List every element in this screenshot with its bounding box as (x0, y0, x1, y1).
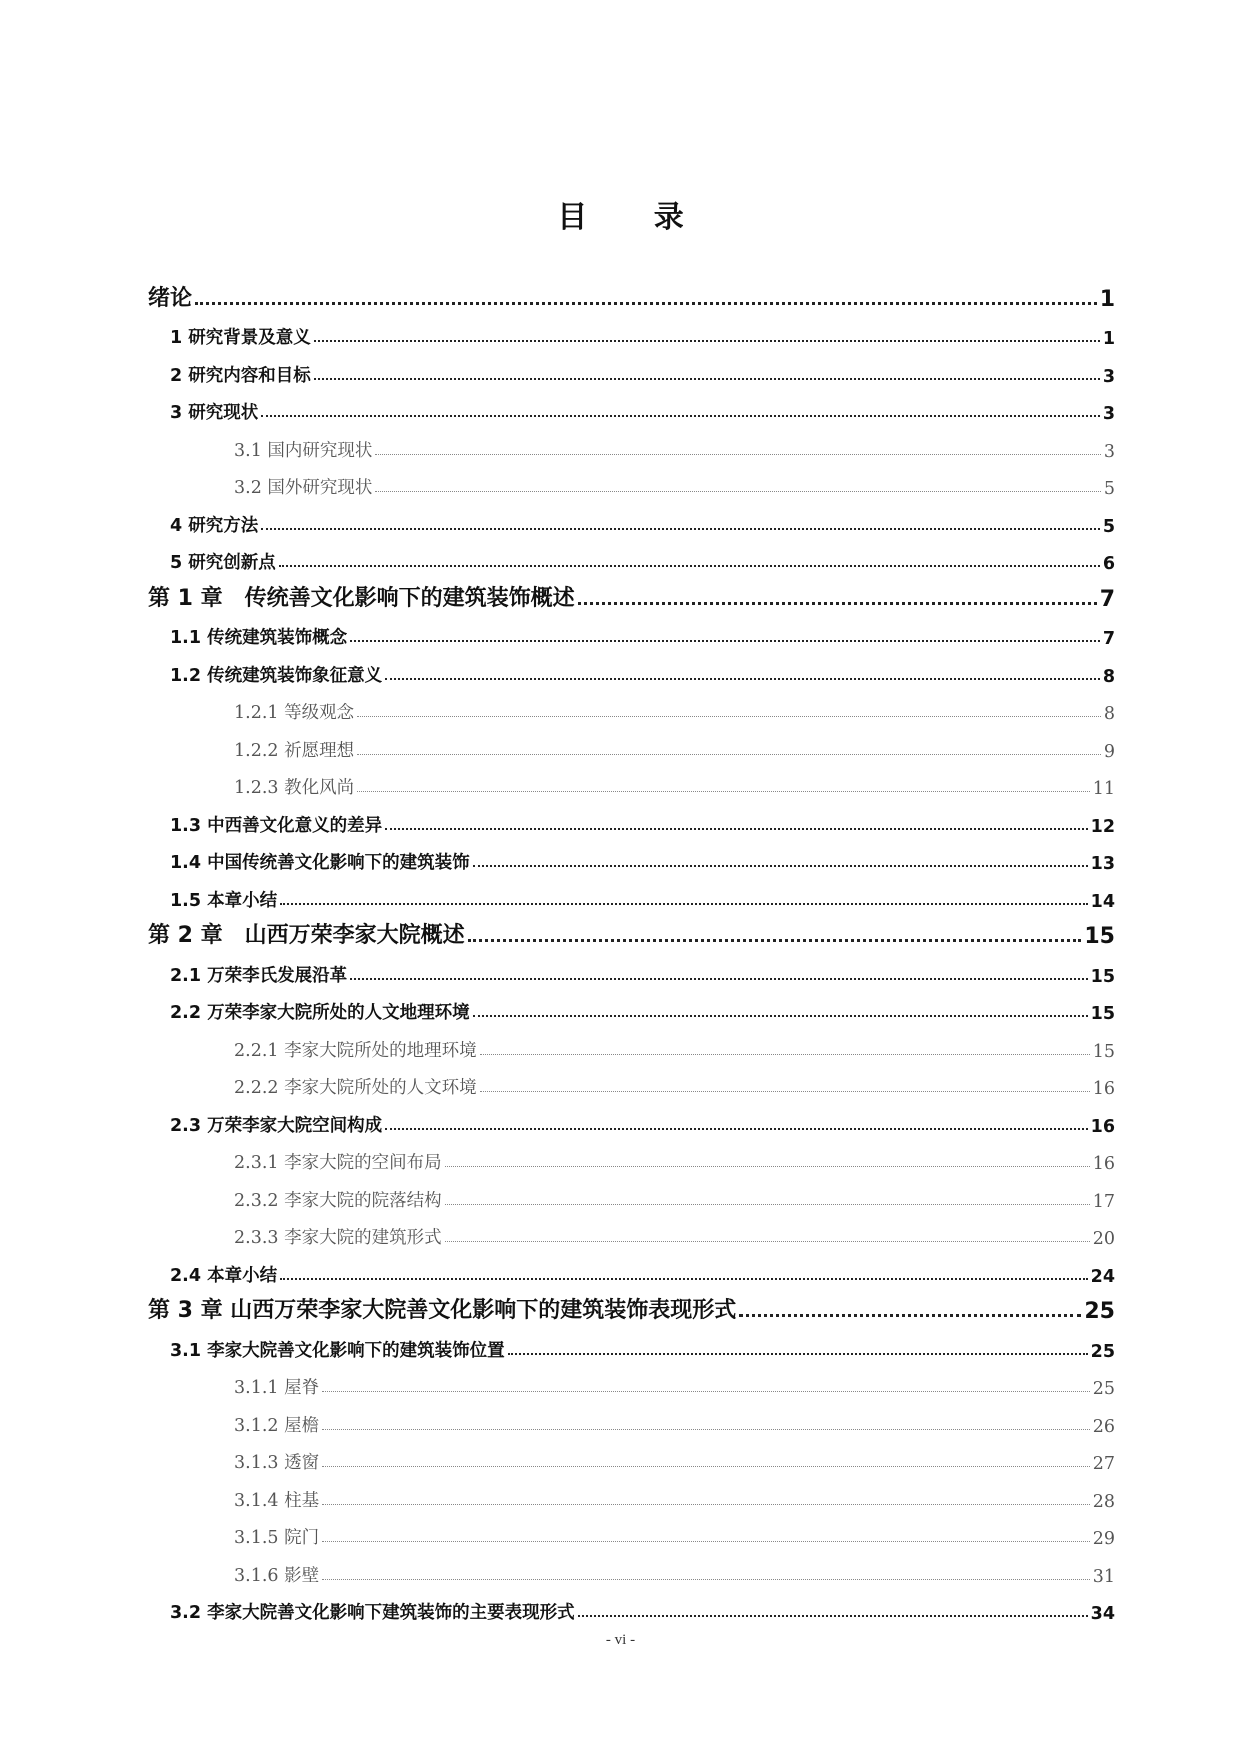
toc-section-entry[interactable] (148, 799, 1115, 837)
dot-leader (322, 1466, 1090, 1467)
toc-subsection-entry[interactable] (148, 1549, 1115, 1587)
toc-entry-page: 7 (1102, 629, 1115, 649)
toc-entry-label: 2.2 万荣李家大院所处的人文地理环境 (170, 1003, 470, 1023)
toc-subsection-entry[interactable] (148, 1174, 1115, 1212)
dot-leader (195, 302, 1097, 305)
toc-entry-label: 2.1 万荣李氏发展沿革 (170, 965, 348, 986)
toc-entry-label: 3.1 国内研究现状 (234, 440, 373, 461)
toc-entry-label: 3.1.6 影壁 (234, 1565, 320, 1586)
dot-leader (445, 1241, 1090, 1242)
toc-section-entry[interactable] (148, 949, 1115, 987)
toc-section-entry[interactable] (148, 874, 1115, 912)
dot-leader (473, 865, 1088, 867)
dot-leader (350, 640, 1100, 642)
toc-section-entry[interactable] (148, 499, 1115, 537)
dot-leader (385, 1128, 1088, 1130)
dot-leader (480, 1054, 1090, 1055)
dot-leader (739, 1314, 1081, 1317)
toc-section-entry[interactable] (148, 987, 1115, 1025)
toc-entry-label: 2.3.3 李家大院的建筑形式 (234, 1228, 442, 1248)
dot-leader (445, 1166, 1090, 1167)
toc-entry-label: 1.4 中国传统善文化影响下的建筑装饰 (170, 853, 470, 873)
toc-entry-page: 24 (1090, 1266, 1115, 1287)
toc-entry-page: 3 (1103, 441, 1115, 462)
toc-subsection-entry[interactable] (148, 1512, 1115, 1550)
dot-leader (375, 491, 1100, 492)
dot-leader (445, 1204, 1090, 1205)
toc-entry-label: 4 研究方法 (170, 515, 259, 536)
dot-leader (322, 1579, 1090, 1580)
toc-entry-label: 2 研究内容和目标 (170, 365, 311, 386)
toc-entry-label: 2.2.2 李家大院所处的人文环境 (234, 1078, 477, 1098)
toc-entry-page: 20 (1092, 1229, 1115, 1249)
dot-leader (314, 378, 1100, 380)
toc-entry-page: 3 (1102, 404, 1115, 424)
toc-entry-page: 16 (1090, 1116, 1115, 1137)
toc-entry-label: 2.4 本章小结 (170, 1265, 278, 1286)
toc-subsection-entry[interactable] (148, 1399, 1115, 1437)
dot-leader (375, 454, 1100, 455)
toc-entry-page: 5 (1103, 479, 1115, 499)
page-title: 目 录 (557, 200, 712, 235)
toc-section-entry[interactable] (148, 649, 1115, 687)
toc-entry-label: 1.2 传统建筑装饰象征意义 (170, 665, 383, 686)
dot-leader (322, 1541, 1090, 1542)
toc-subsection-entry[interactable] (148, 1062, 1115, 1100)
dot-leader (261, 528, 1100, 530)
toc-entry-page: 25 (1090, 1341, 1115, 1362)
toc-section-entry[interactable] (148, 612, 1115, 650)
toc-subsection-entry[interactable] (148, 1137, 1115, 1175)
toc-entry-label: 1.2.2 祈愿理想 (234, 740, 355, 761)
toc-entry-label: 第 1 章 传统善文化影响下的建筑装饰概述 (148, 585, 575, 611)
toc-entry-label: 1.2.3 教化风尚 (234, 778, 355, 798)
toc-entry-page: 3 (1102, 366, 1115, 387)
toc-entry-page: 15 (1084, 924, 1115, 949)
toc-entry-label: 1.1 传统建筑装饰概念 (170, 628, 348, 648)
toc-entry-page: 11 (1092, 779, 1115, 799)
toc-entry-label: 1.5 本章小结 (170, 890, 278, 911)
toc-section-entry[interactable] (148, 349, 1115, 387)
toc-entry-label: 第 2 章 山西万荣李家大院概述 (148, 923, 465, 948)
dot-leader (280, 1278, 1088, 1280)
toc-entry-page: 13 (1090, 854, 1115, 874)
toc-subsection-entry[interactable] (148, 424, 1115, 462)
dot-leader (322, 1504, 1090, 1505)
dot-leader (350, 978, 1088, 980)
toc-entry-label: 2.2.1 李家大院所处的地理环境 (234, 1040, 477, 1061)
toc-entry-page: 29 (1092, 1529, 1115, 1549)
toc-section-entry[interactable] (148, 1587, 1115, 1625)
toc-entry-page: 25 (1084, 1299, 1115, 1324)
toc-entry-page: 1 (1099, 286, 1115, 312)
toc-subsection-entry[interactable] (148, 1437, 1115, 1475)
dot-leader (279, 565, 1100, 567)
toc-entry-label: 3.2 李家大院善文化影响下建筑装饰的主要表现形式 (170, 1603, 575, 1623)
toc-entry-page: 15 (1090, 1004, 1115, 1024)
toc-entry-label: 3.1 李家大院善文化影响下的建筑装饰位置 (170, 1340, 505, 1361)
toc-entry-page: 7 (1099, 586, 1115, 612)
toc-subsection-entry[interactable] (148, 1474, 1115, 1512)
toc-entry-page: 1 (1102, 329, 1115, 349)
dot-leader (385, 678, 1100, 680)
toc-entry-label: 1 研究背景及意义 (170, 328, 311, 348)
toc-entry-label: 第 3 章 山西万荣李家大院善文化影响下的建筑装饰表现形式 (148, 1298, 737, 1323)
dot-leader (357, 791, 1090, 792)
toc-entry-label: 2.3.2 李家大院的院落结构 (234, 1190, 442, 1211)
table-of-contents (148, 274, 1115, 1624)
toc-section-entry[interactable] (148, 1324, 1115, 1362)
toc-chapter-entry[interactable] (148, 274, 1115, 312)
toc-section-entry[interactable] (148, 837, 1115, 875)
toc-subsection-entry[interactable] (148, 724, 1115, 762)
dot-leader (280, 903, 1088, 905)
toc-entry-page: 34 (1090, 1604, 1115, 1624)
page-number: - vi - (605, 1632, 636, 1648)
toc-entry-page: 25 (1092, 1379, 1115, 1399)
toc-entry-page: 31 (1092, 1566, 1115, 1587)
toc-entry-page: 5 (1102, 516, 1115, 537)
toc-chapter-entry[interactable] (148, 912, 1115, 950)
dot-leader (468, 939, 1082, 942)
toc-entry-page: 12 (1090, 816, 1115, 837)
toc-entry-label: 1.3 中西善文化意义的差异 (170, 815, 383, 836)
toc-entry-page: 28 (1092, 1491, 1115, 1512)
toc-entry-label: 2.3 万荣李家大院空间构成 (170, 1115, 383, 1136)
toc-entry-label: 3.2 国外研究现状 (234, 478, 373, 498)
dot-leader (578, 1615, 1088, 1617)
toc-subsection-entry[interactable] (148, 1212, 1115, 1250)
dot-leader (385, 828, 1088, 830)
toc-entry-label: 3.1.5 院门 (234, 1528, 320, 1548)
dot-leader (314, 340, 1100, 342)
dot-leader (578, 602, 1097, 605)
toc-entry-page: 14 (1090, 891, 1115, 912)
dot-leader (322, 1429, 1090, 1430)
toc-entry-label: 5 研究创新点 (170, 553, 276, 573)
toc-entry-page: 15 (1092, 1041, 1115, 1062)
toc-subsection-entry[interactable] (148, 462, 1115, 500)
toc-subsection-entry[interactable] (148, 1362, 1115, 1400)
toc-chapter-entry[interactable] (148, 574, 1115, 612)
toc-section-entry[interactable] (148, 312, 1115, 350)
toc-section-entry[interactable] (148, 537, 1115, 575)
toc-entry-page: 17 (1092, 1191, 1115, 1212)
toc-entry-label: 3.1.2 屋檐 (234, 1415, 320, 1436)
toc-entry-page: 9 (1103, 741, 1115, 762)
toc-section-entry[interactable] (148, 1099, 1115, 1137)
toc-section-entry[interactable] (148, 387, 1115, 425)
dot-leader (261, 415, 1100, 417)
toc-section-entry[interactable] (148, 1249, 1115, 1287)
toc-entry-label: 3.1.3 透窗 (234, 1453, 320, 1473)
toc-entry-page: 16 (1092, 1079, 1115, 1099)
toc-chapter-entry[interactable] (148, 1287, 1115, 1325)
toc-entry-page: 15 (1090, 966, 1115, 987)
toc-entry-page: 8 (1103, 704, 1115, 724)
toc-entry-page: 27 (1092, 1454, 1115, 1474)
dot-leader (480, 1091, 1090, 1092)
dot-leader (357, 754, 1101, 755)
toc-subsection-entry[interactable] (148, 1024, 1115, 1062)
toc-entry-label: 3.1.4 柱基 (234, 1490, 320, 1511)
toc-entry-page: 6 (1102, 554, 1115, 574)
toc-entry-label: 绪论 (148, 285, 193, 311)
toc-entry-page: 26 (1092, 1416, 1115, 1437)
dot-leader (357, 716, 1101, 717)
dot-leader (322, 1391, 1090, 1392)
toc-entry-page: 16 (1092, 1154, 1115, 1174)
toc-entry-label: 1.2.1 等级观念 (234, 703, 355, 723)
toc-entry-label: 3.1.1 屋脊 (234, 1378, 320, 1398)
toc-entry-page: 8 (1102, 666, 1115, 687)
toc-subsection-entry[interactable] (148, 687, 1115, 725)
dot-leader (508, 1353, 1088, 1355)
toc-entry-label: 3 研究现状 (170, 403, 259, 423)
toc-subsection-entry[interactable] (148, 762, 1115, 800)
dot-leader (473, 1015, 1088, 1017)
toc-entry-label: 2.3.1 李家大院的空间布局 (234, 1153, 442, 1173)
